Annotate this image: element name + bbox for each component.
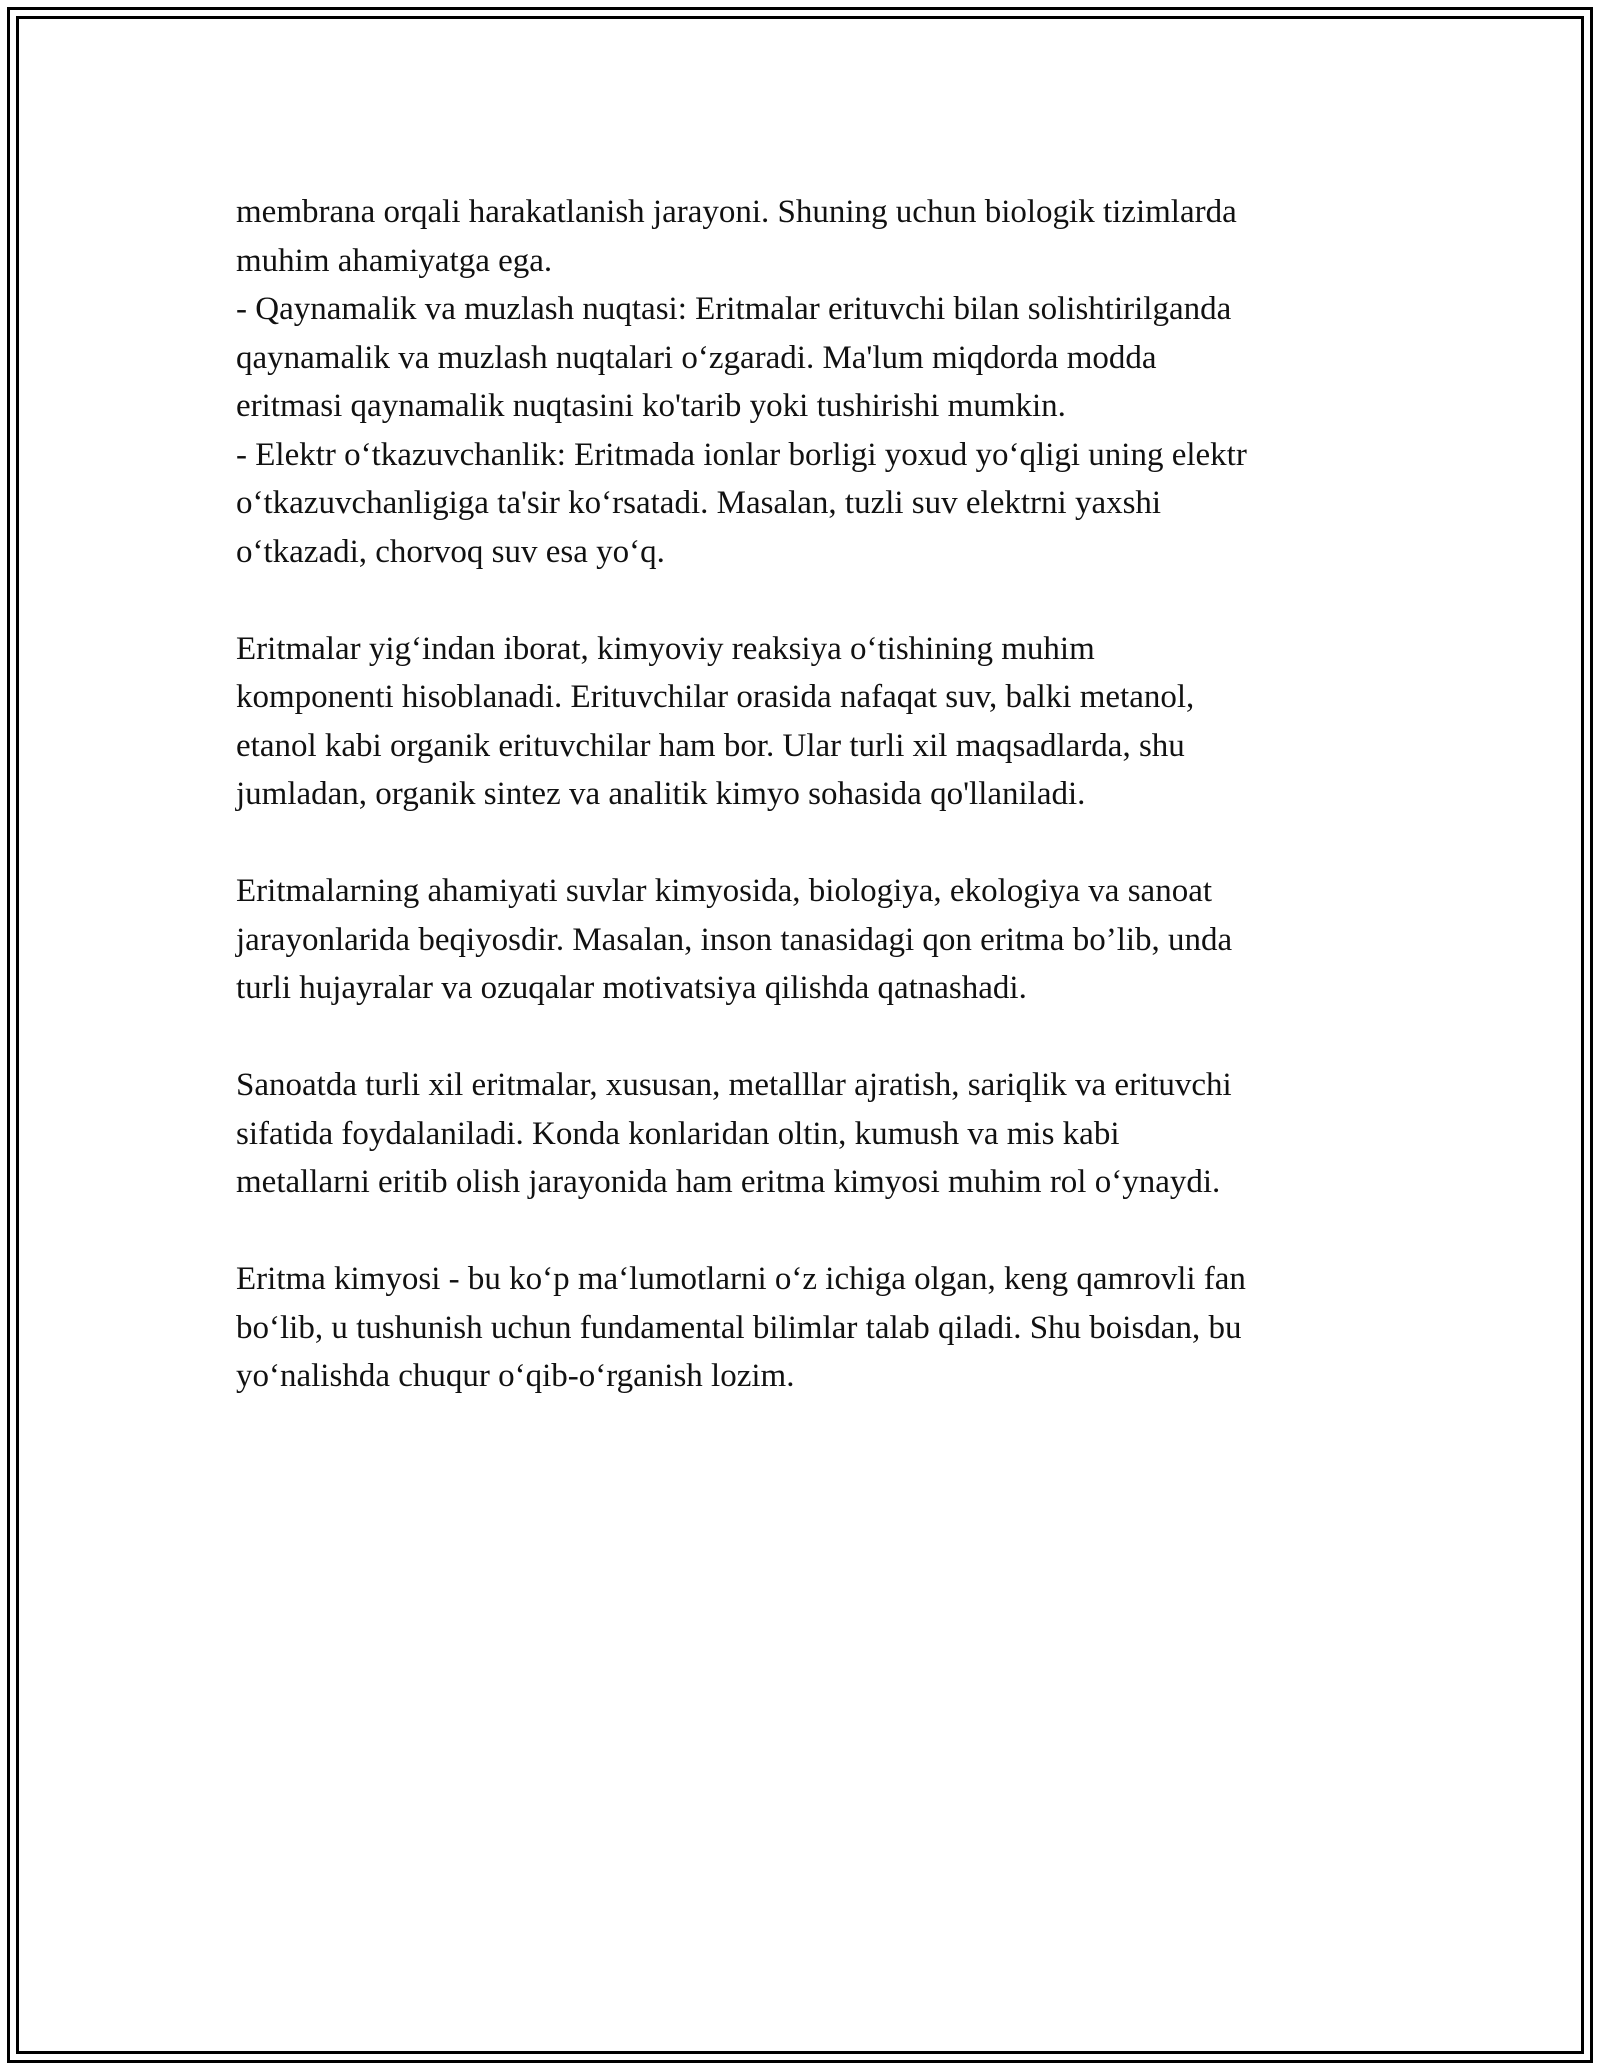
text-line: turli hujayralar va ozuqalar motivatsiya qilishda qatnashadi. bbox=[236, 970, 1027, 1006]
paragraph-spacer bbox=[236, 576, 1366, 625]
paragraph bbox=[236, 1255, 1366, 1401]
text-line: o‘tkazuvchanligiga ta'sir ko‘rsatadi. Masalan, tuzli suv elektrni yaxshi bbox=[236, 485, 1162, 521]
paragraph bbox=[236, 1061, 1366, 1207]
text-line: eritmasi qaynamalik nuqtasini ko'tarib yoki tushirishi mumkin. bbox=[236, 388, 1066, 424]
paragraph bbox=[236, 625, 1366, 819]
text-line: muhim ahamiyatga ega. bbox=[236, 242, 553, 279]
text-line: komponenti hisoblanadi. Erituvchilar orasida nafaqat suv, balki metanol, bbox=[236, 679, 1195, 715]
paragraph-spacer bbox=[236, 1013, 1366, 1062]
text-line: Sanoatda turli xil eritmalar, xususan, metalllar ajratish, sariqlik va erituvchi bbox=[236, 1067, 1232, 1103]
text-line: Eritmalarning ahamiyati suvlar kimyosida, biologiya, ekologiya va sanoat bbox=[236, 873, 1213, 909]
text-line: yo‘nalishda chuqur o‘qib-o‘rganish lozim. bbox=[236, 1358, 795, 1394]
text-line: Eritma kimyosi - bu ko‘p ma‘lumotlarni o‘z ichiga olgan, keng qamrovli fan bbox=[236, 1261, 1246, 1297]
text-line: etanol kabi organik erituvchilar ham bor. Ular turli xil maqsadlarda, shu bbox=[236, 727, 1185, 764]
document-body bbox=[236, 188, 1366, 1401]
text-line: o‘tkazadi, chorvoq suv esa yo‘q. bbox=[236, 533, 665, 570]
text-line: jarayonlarida beqiyosdir. Masalan, inson tanasidagi qon eritma bo’lib, unda bbox=[236, 921, 1233, 958]
text-line: Eritmalar yig‘indan iborat, kimyoviy reaksiya o‘tishining muhim bbox=[236, 630, 1095, 667]
paragraph-spacer bbox=[236, 1207, 1366, 1256]
paragraph bbox=[236, 188, 1366, 576]
text-line: qaynamalik va muzlash nuqtalari o‘zgaradi. Ma'lum miqdorda modda bbox=[236, 339, 1157, 376]
text-line: metallarni eritib olish jarayonida ham eritma kimyosi muhim rol o‘ynaydi. bbox=[236, 1164, 1221, 1200]
bullet-line: - Qaynamalik va muzlash nuqtasi: Eritmalar erituvchi bilan solishtirilganda bbox=[236, 291, 1232, 327]
text-line: membrana orqali harakatlanish jarayoni. Shuning uchun biologik tizimlarda bbox=[236, 194, 1237, 230]
bullet-line: - Elektr o‘tkazuvchanlik: Eritmada ionlar borligi yoxud yo‘qligi uning elektr bbox=[236, 436, 1247, 473]
paragraph-spacer bbox=[236, 819, 1366, 868]
paragraph bbox=[236, 867, 1366, 1013]
text-line: bo‘lib, u tushunish uchun fundamental bilimlar talab qiladi. Shu boisdan, bu bbox=[236, 1309, 1242, 1346]
text-line: jumladan, organik sintez va analitik kimyo sohasida qo'llaniladi. bbox=[236, 776, 1086, 812]
text-line: sifatida foydalaniladi. Konda konlaridan oltin, kumush va mis kabi bbox=[236, 1115, 1120, 1152]
